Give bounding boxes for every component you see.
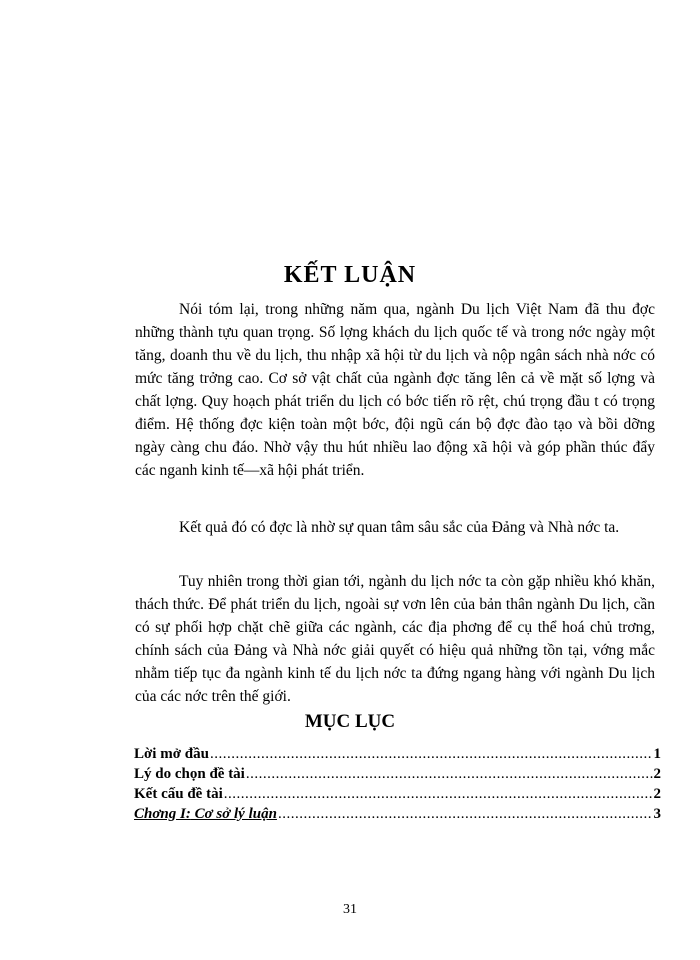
toc-entry-structure[interactable] — [134, 786, 661, 806]
toc-entry-page: 3 — [653, 806, 661, 822]
toc-entry-page: 1 — [653, 746, 661, 762]
toc-entry-chapter-1[interactable] — [134, 806, 661, 826]
toc-entry-label: Lý do chọn đề tài — [134, 766, 245, 782]
toc-chapter-title: Cơ sở lý luận — [190, 806, 277, 822]
toc-leader-dots — [210, 746, 653, 763]
conclusion-title: KẾT LUẬN — [283, 262, 417, 288]
toc-leader-dots — [278, 806, 653, 823]
toc-entry-label: Lời mở đầu — [134, 746, 209, 762]
table-of-contents — [134, 746, 661, 826]
toc-entry-label — [134, 806, 277, 823]
toc-leader-dots — [246, 766, 653, 783]
toc-leader-dots — [224, 786, 653, 803]
conclusion-paragraph-3-block — [135, 570, 655, 708]
toc-chapter-number: Chơng I: — [134, 806, 191, 822]
toc-entry-introduction[interactable] — [134, 746, 661, 766]
conclusion-paragraph: Tuy nhiên trong thời gian tới, ngành du lịch nớc ta còn gặp nhiều khó khăn, thách thức. Để phát triển du lịch, ngoài sự vơn lên của bản thân ngành Du lịch, cần có sự phối hợp chặt chẽ giữa các ngành, các địa phơng để cụ thể hoá chủ trơng, chính sách của Đảng và Nhà nớc giải quyết có hiệu quả những tồn tại, vớng mắc nhằm tiếp tục đa ngành kinh tế du lịch nớc ta đứng ngang hàng với ngành Du lịch của các nớc trên thế giới. — [135, 573, 655, 705]
conclusion-paragraph: Kết quả đó có đợc là nhờ sự quan tâm sâu sắc của Đảng và Nhà nớc ta. — [179, 519, 620, 536]
toc-entry-page: 2 — [653, 786, 661, 802]
conclusion-paragraph: Nói tóm lại, trong những năm qua, ngành Du lịch Việt Nam đã thu đợc những thành tựu quan trọng. Số lợng khách du lịch quốc tế và trong nớc ngày một tăng, doanh thu về du lịch, thu nhập xã hội từ du lịch và nộp ngân sách nhà nớc có mức tăng trởng cao. Cơ sở vật chất của ngành đợc tăng lên cả về mặt số lợng và chất lợng. Quy hoạch phát triển du lịch có bớc tiến rõ rệt, chú trọng đầu t có trọng điểm. Hệ thống đợc kiện toàn một bớc, đội ngũ cán bộ đợc đào tạo và bồi dỡng ngày càng chu đáo. Nhờ vậy thu hút nhiều lao động xã hội và góp phần thúc đẩy các nganh kinh tế—xã hội phát triển. — [135, 301, 655, 479]
page-number: 31 — [343, 902, 357, 917]
toc-entry-label: Kết cấu đề tài — [134, 786, 223, 802]
toc-entry-reason[interactable] — [134, 766, 661, 786]
conclusion-paragraph-1-block — [135, 298, 655, 482]
toc-entry-page: 2 — [653, 766, 661, 782]
conclusion-paragraph-2-block — [135, 516, 655, 539]
toc-title: MỤC LỤC — [304, 711, 396, 732]
